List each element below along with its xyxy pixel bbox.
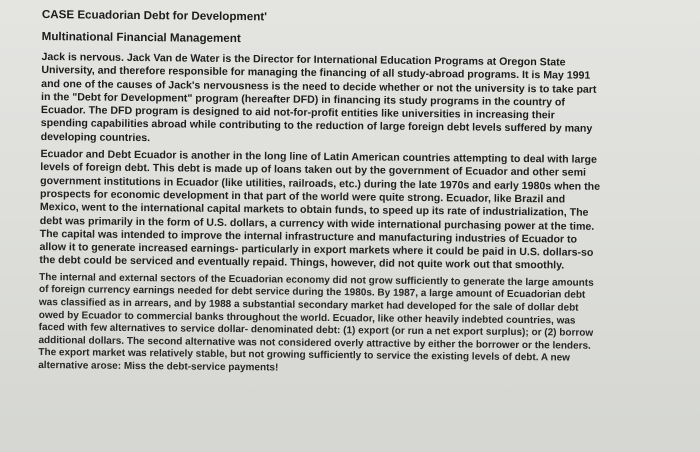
document-page bbox=[38, 8, 602, 382]
paragraph-economy-arrears: The internal and external sectors of the Ecuadorian economy did not grow sufficiently to generate the large amounts of foreign currency earnings needed for debt service during the 1980s. By 1987, a large amount of Ecuadorian debt was classified as in arrears, and by 1988 a substantial secondary market had developed for the sale of dollar debt owed by Ecuador to commercial banks throughout the world. Ecuador, like other heavily indebted countries, was faced with few alternatives to service dollar- denominated debt: (1) export (or run a net export surplus); or (2) borrow additional dollars. The second alternative was not considered overly attractive by either the borrower or the lenders. The export market was relatively stable, but not growing sufficiently to service the existing levels of debt. A new alternative arose: Miss the debt-service payments! bbox=[38, 271, 594, 374]
case-title: CASE Ecuadorian Debt for Development' bbox=[41, 8, 268, 24]
paragraph-ecuador-and-debt: Ecuador and Debt Ecuador is another in the long line of Latin American countries attempting to deal with large levels of foreign debt. This debt is made up of loans taken out by the government of Ecuador and other semi government institutions in Ecuador (like utilities, railroads, etc.) during the late 1970s and early 1980s when the prospects for economic development in that part of the world were quite strong. Ecuador, like Brazil and Mexico, went to the international capital markets to obtain funds, to speed up its rate of industrialization, The debt was primarily in the form of U.S. dollars, a currency with wide international purchasing power at the time. The capital was intended to improve the internal infrastructure and manufacturing industries of Ecuador to allow it to generate increased earnings- particularly in export markets where it could be paid in U.S. dollars-so the debt could be serviced and eventually repaid. Things, however, did not quite work out that smoothly. bbox=[39, 148, 601, 272]
course-subtitle: Multinational Financial Management bbox=[41, 29, 241, 46]
paragraph-intro: Jack is nervous. Jack Van de Water is the Director for International Education Programs at Oregon State University, and therefore responsible for managing the financing of all study-abroad programs. It is May 1991 and one of the causes of Jack's nervousness is the need to decide whether or not the university is to take part in the "Debt for Development" program (hereafter DFD) in financing its study programs in the country of Ecuador. The DFD program is designed to aid not-for-profit entities like universities in increasing their spending capabilities abroad while contributing to the reduction of large foreign debt levels suffered by many developing countries. bbox=[40, 50, 597, 144]
